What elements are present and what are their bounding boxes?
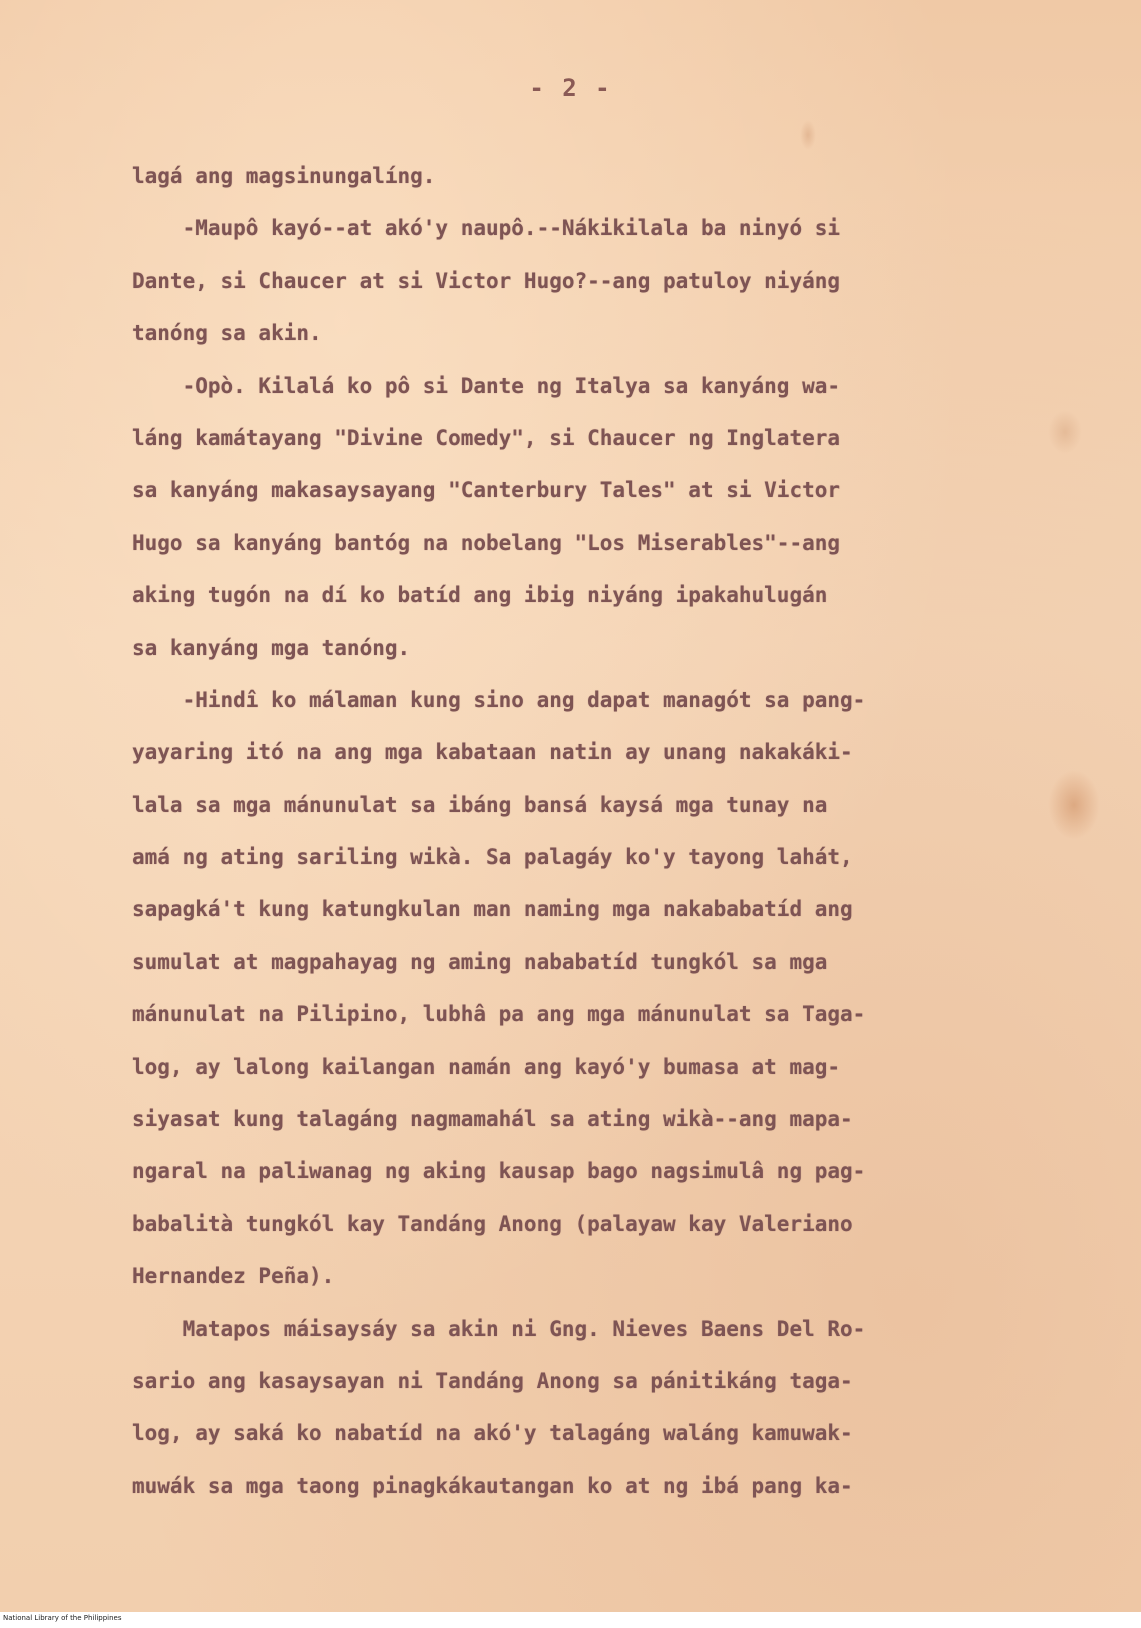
text-line: log, ay saká ko nabatíd na akó'y talagáng waláng kamuwak-: [132, 1421, 853, 1446]
text-line: mánunulat na Pilipino, lubhâ pa ang mga mánunulat sa Taga-: [132, 1002, 866, 1027]
paper-stain: [800, 120, 816, 150]
text-line: ngaral na paliwanag ng aking kausap bago nagsimulâ ng pag-: [132, 1159, 866, 1184]
text-line: aking tugón na dí ko batíd ang ibig niyáng ipakahulugán: [132, 583, 828, 608]
text-line: log, ay lalong kailangan namán ang kayó'y bumasa at mag-: [132, 1054, 841, 1079]
text-line: láng kamátayang "Divine Comedy", si Chaucer ng Inglatera: [132, 425, 841, 450]
text-line: Dante, si Chaucer at si Victor Hugo?--ang patuloy niyáng: [132, 268, 841, 293]
library-credit: National Library of the Philippines: [3, 1614, 122, 1622]
typewritten-body: [132, 150, 1032, 1512]
text-line: amá ng ating sariling wikà. Sa palagáy ko'y tayong lahát,: [132, 845, 853, 870]
text-line: lagá ang magsinungalíng.: [132, 164, 436, 188]
text-line: Matapos máisaysáy sa akin ni Gng. Nieves Baens Del Ro-: [132, 1316, 866, 1341]
text-line: Hernandez Peña).: [132, 1264, 335, 1289]
paper-stain: [1048, 770, 1100, 840]
text-line: -Opò. Kilalá ko pô si Dante ng Italya sa kanyáng wa-: [132, 373, 841, 398]
page-number: - 2 -: [529, 74, 612, 102]
text-line: -Maupô kayó--at akó'y naupô.--Nákikilala ba ninyó si: [132, 216, 841, 241]
text-line: Hugo sa kanyáng bantóg na nobelang "Los Miserables"--ang: [132, 530, 841, 555]
text-line: lala sa mga mánunulat sa ibáng bansá kaysá mga tunay na: [132, 792, 828, 817]
text-line: sa kanyáng makasaysayang "Canterbury Tales" at si Victor: [132, 478, 841, 503]
text-line: -Hindî ko málaman kung sino ang dapat managót sa pang-: [132, 687, 866, 712]
text-line: sa kanyáng mga tanóng.: [132, 635, 411, 660]
text-line: yayaring itó na ang mga kabataan natin ay unang nakakáki-: [132, 740, 853, 765]
text-line: muwák sa mga taong pinagkákautangan ko at ng ibá pang ka-: [132, 1473, 853, 1498]
text-line: sario ang kasaysayan ni Tandáng Anong sa pánitikáng taga-: [132, 1368, 853, 1393]
text-line: sapagká't kung katungkulan man naming mga nakababatíd ang: [132, 897, 853, 922]
text-line: sumulat at magpahayag ng aming nababatíd tungkól sa mga: [132, 949, 828, 974]
text-line: tanóng sa akin.: [132, 321, 322, 346]
footer-strip: [0, 1612, 1141, 1628]
text-line: siyasat kung talagáng nagmamahál sa ating wikà--ang mapa-: [132, 1107, 853, 1132]
paper-stain: [1048, 410, 1082, 454]
text-line: babalità tungkól kay Tandáng Anong (palayaw kay Valeriano: [132, 1211, 853, 1236]
